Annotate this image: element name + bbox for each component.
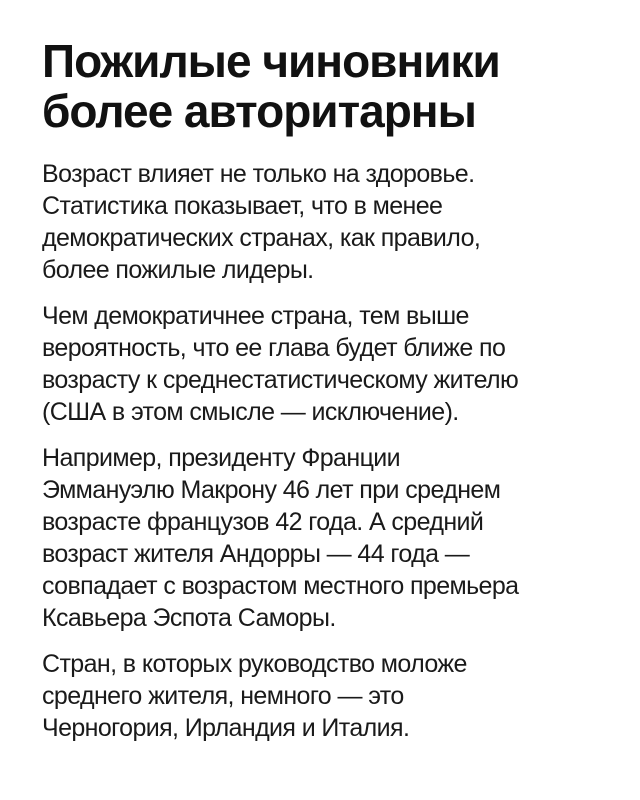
- paragraph-line: возрасту к среднестатистическому жителю: [42, 366, 519, 394]
- paragraph-line: демократических странах, как правило,: [42, 224, 481, 252]
- title-line: более авторитарны: [42, 85, 476, 137]
- paragraph-line: совпадает с возрастом местного премьера: [42, 572, 519, 600]
- paragraph-younger-leaders: [42, 648, 610, 744]
- paragraph-line: Статистика показывает, что в менее: [42, 192, 443, 220]
- paragraph-line: Чем демократичнее страна, тем выше: [42, 302, 469, 330]
- paragraph-line: Возраст влияет не только на здоровье.: [42, 160, 475, 188]
- paragraph-line: Эммануэлю Макрону 46 лет при среднем: [42, 476, 501, 504]
- paragraph-line: среднего жителя, немного — это: [42, 682, 404, 710]
- paragraph-age-health: [42, 158, 610, 286]
- paragraph-line: Например, президенту Франции: [42, 444, 401, 472]
- paragraph-democracy: [42, 300, 610, 428]
- paragraph-examples: [42, 442, 610, 634]
- paragraph-line: Ксавьера Эспота Саморы.: [42, 604, 336, 632]
- paragraph-line: возраст жителя Андорры — 44 года —: [42, 540, 470, 568]
- article-title: [42, 36, 610, 136]
- paragraph-line: возрасте французов 42 года. А средний: [42, 508, 484, 536]
- paragraph-line: Черногория, Ирландия и Италия.: [42, 714, 410, 742]
- paragraph-line: Стран, в которых руководство моложе: [42, 650, 467, 678]
- paragraph-line: (США в этом смысле — исключение).: [42, 398, 459, 426]
- paragraph-line: вероятность, что ее глава будет ближе по: [42, 334, 506, 362]
- title-line: Пожилые чиновники: [42, 35, 500, 87]
- paragraph-line: более пожилые лидеры.: [42, 256, 314, 284]
